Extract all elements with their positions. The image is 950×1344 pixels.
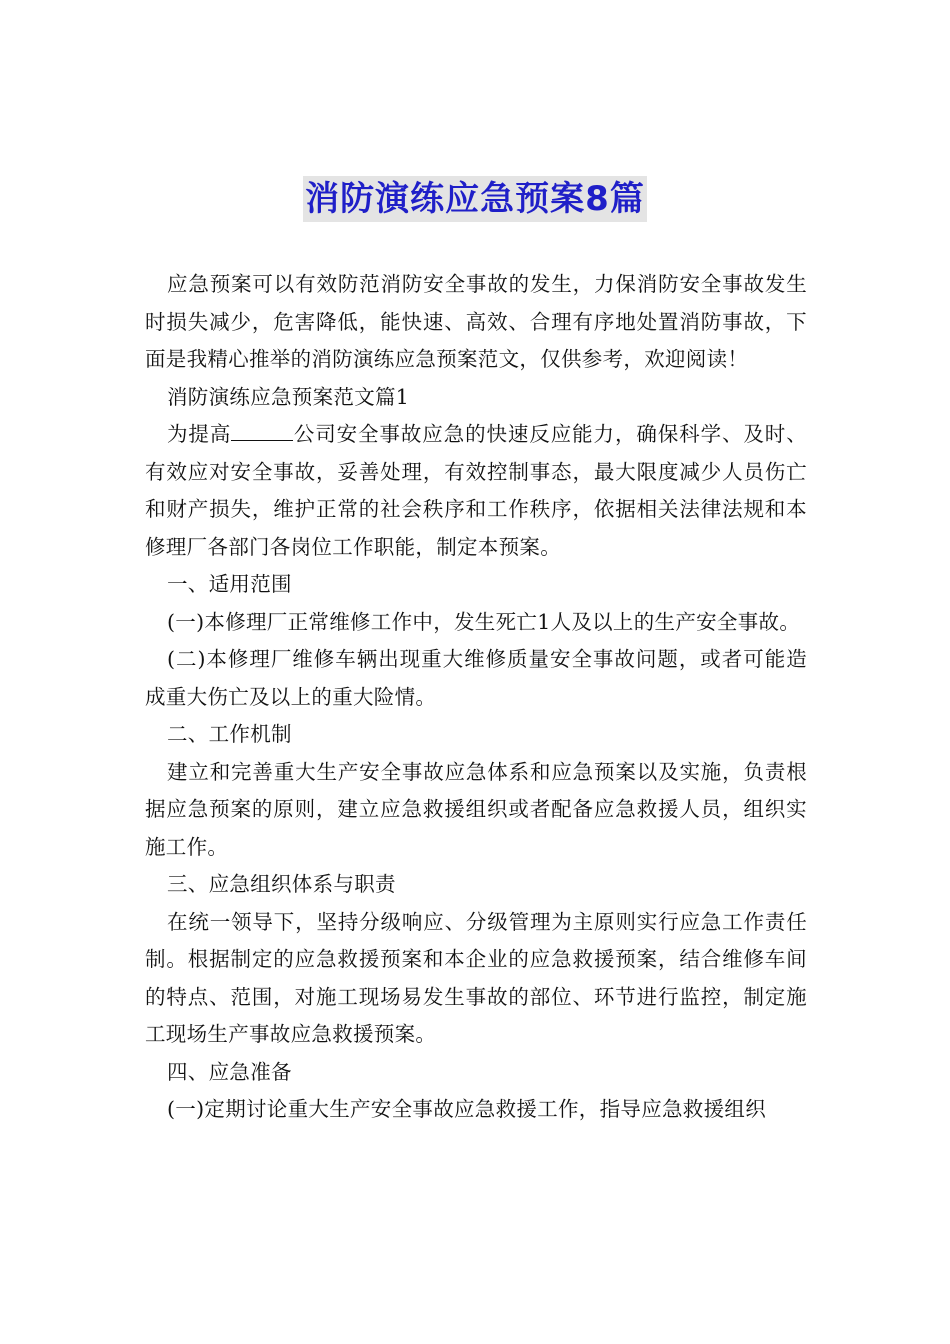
prep-item-1: (一)定期讨论重大生产安全事故应急救援工作，指导应急救援组织	[167, 1097, 766, 1121]
org-heading: 三、应急组织体系与职责	[167, 872, 396, 896]
section-heading: 消防演练应急预案范文篇1	[167, 384, 410, 409]
document-body	[145, 266, 807, 1129]
org-paragraph: 在统一领导下，坚持分级响应、分级管理为主原则实行应急工作责任制。根据制定的应急救援预案和本企业的应急救援预案，结合维修车间的特点、范围，对施工现场易发生事故的部位、环节进行监控，制定施工现场生产事故应急救援预案。	[145, 909, 807, 1046]
fill-in-blank	[231, 422, 293, 441]
scope-item-1: (一)本修理厂正常维修工作中，发生死亡1人及以上的生产安全事故。	[167, 609, 801, 634]
prep-heading: 四、应急准备	[167, 1059, 292, 1084]
purpose-paragraph	[145, 416, 807, 566]
purpose-before-blank: 为提高	[167, 422, 232, 446]
scope-heading: 一、适用范围	[167, 572, 292, 596]
mechanism-heading: 二、工作机制	[167, 722, 292, 746]
scope-item-2: (二)本修理厂维修车辆出现重大维修质量安全事故问题，或者可能造成重大伤亡及以上的重大险情。	[145, 647, 807, 709]
mechanism-paragraph: 建立和完善重大生产安全事故应急体系和应急预案以及实施，负责根据应急预案的原则，建立应急救援组织或者配备应急救援人员，组织实施工作。	[145, 759, 807, 859]
document-title: 消防演练应急预案8篇	[303, 176, 647, 222]
title-wrap	[0, 176, 950, 222]
purpose-after-blank: 公司安全事故应急的快速反应能力，确保科学、及时、有效应对安全事故，妥善处理，有效控制事态，最大限度减少人员伤亡和财产损失，维护正常的社会秩序和工作秩序，依据相关法律法规和本修理厂各部门各岗位工作职能，制定本预案。	[145, 422, 808, 559]
intro-paragraph: 应急预案可以有效防范消防安全事故的发生，力保消防安全事故发生时损失减少，危害降低，能快速、高效、合理有序地处置消防事故，下面是我精心推举的消防演练应急预案范文，仅供参考，欢迎阅读！	[145, 272, 807, 371]
